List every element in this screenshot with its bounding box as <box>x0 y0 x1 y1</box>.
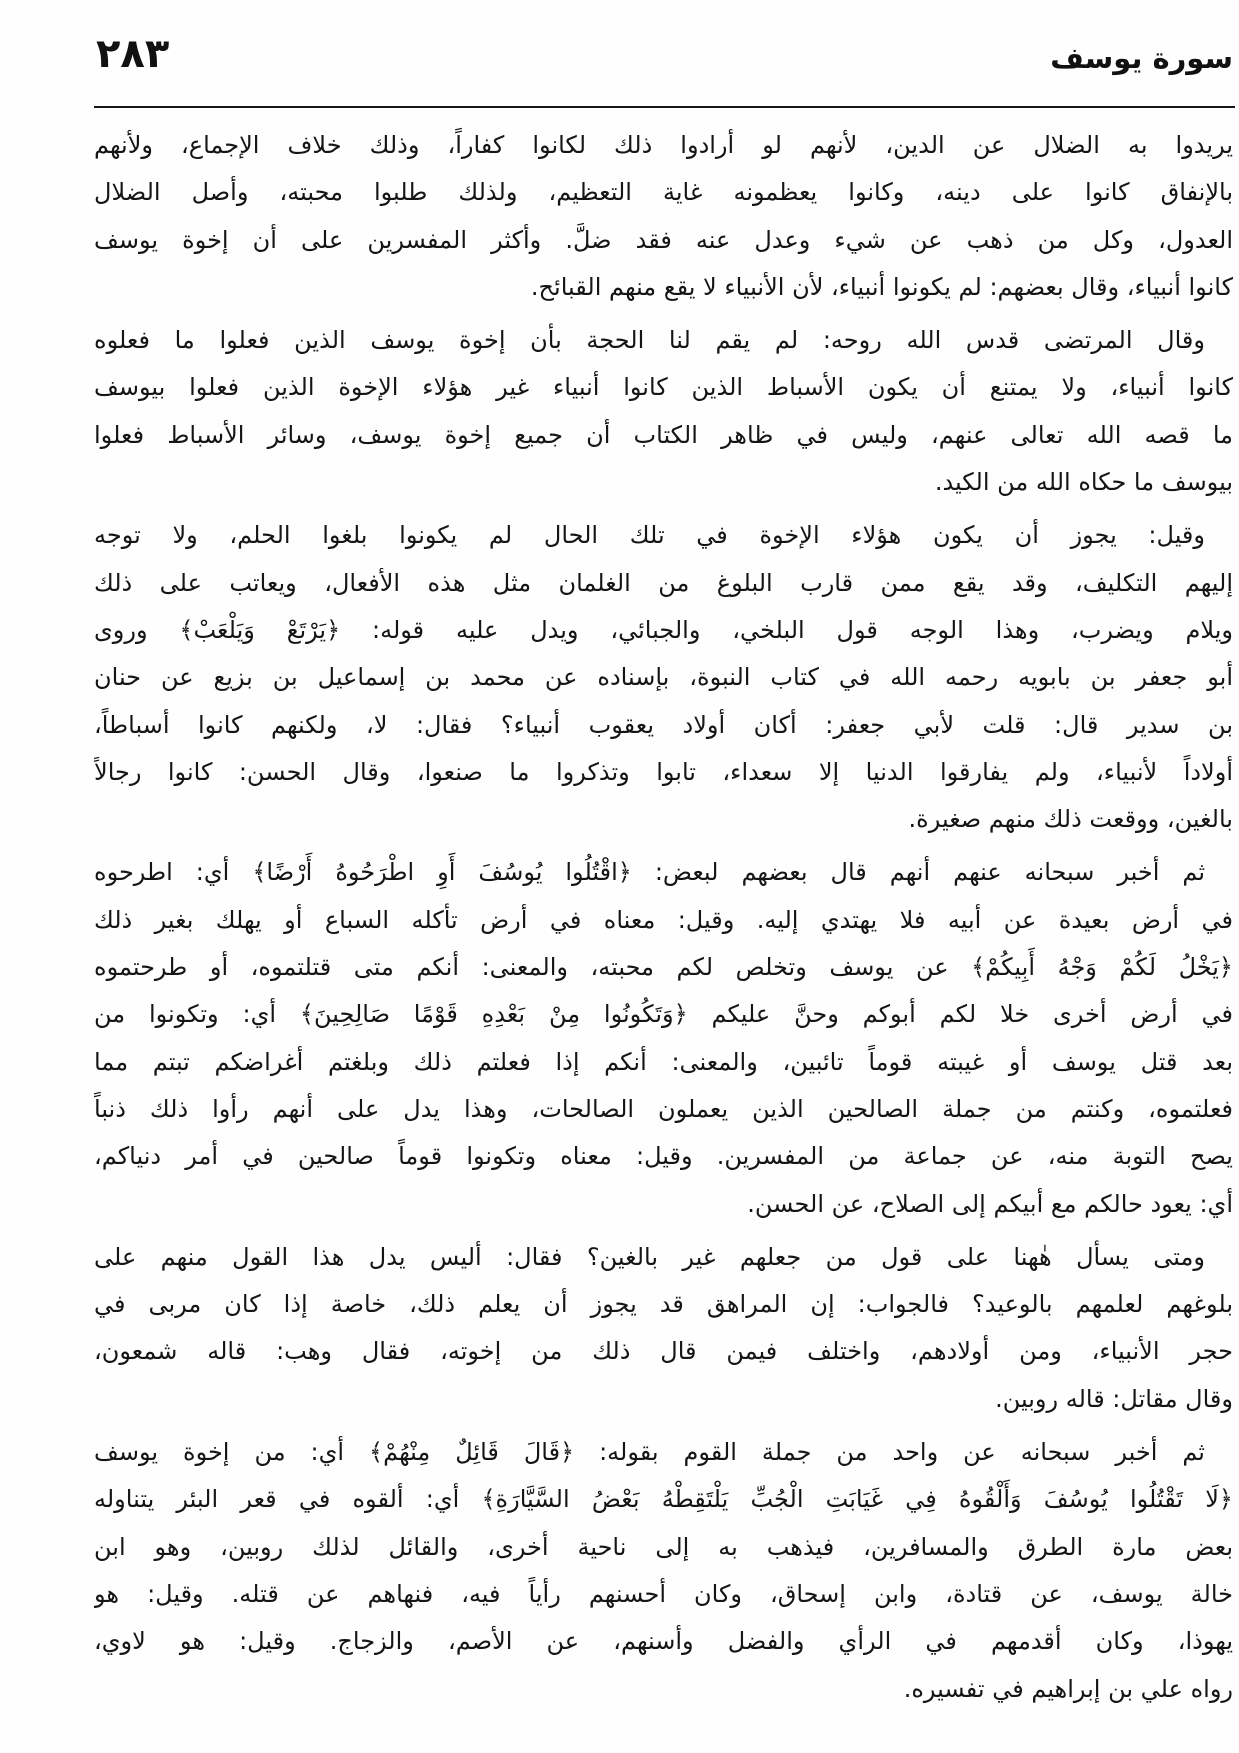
page-number: ٢٨٣ <box>96 31 170 77</box>
text-line: أولاداً لأنبياء، ولم يفارقوا الدنيا إلا سعداء، تابوا وتذكروا ما صنعوا، وقال الحسن: كانوا رجالاً <box>94 757 1233 786</box>
text-line: بعض مارة الطرق والمسافرين، فيذهب به إلى ناحية أخرى، والقائل لذلك روبين، وهو ابن <box>94 1532 1233 1561</box>
paragraph <box>94 1234 1233 1423</box>
paragraph <box>94 1429 1233 1713</box>
text-line: أبو جعفر بن بابويه رحمه الله في كتاب النبوة، بإسناده عن محمد بن إسماعيل بن بزيع عن حنان <box>94 663 1233 692</box>
text-line: كانوا أنبياء، ولا يمتنع أن يكون الأسباط الذين كانوا أنبياء غير هؤلاء الإخوة الذين فعلوا بيوسف <box>94 373 1233 402</box>
paragraph <box>94 122 1233 311</box>
text-line: ثم أخبر سبحانه عن واحد من جملة القوم بقوله: ﴿قَالَ قَائِلٌ مِنْهُمْ﴾ أي: من إخوة يوسف <box>94 1438 1205 1467</box>
text-line: ﴿يَخْلُ لَكُمْ وَجْهُ أَبِيكُمْ﴾ عن يوسف وتخلص لكم محبته، والمعنى: أنكم متى قتلتموه، أو طرحتموه <box>94 953 1233 982</box>
surah-title: سورة يوسف <box>1050 41 1233 75</box>
text-line: ويلام ويضرب، وهذا الوجه قول البلخي، والجبائي، ويدل عليه قوله: ﴿يَرْتَعْ وَيَلْعَبْ﴾ وروى <box>94 615 1233 644</box>
body-text <box>94 122 1233 1719</box>
text-line: حجر الأنبياء، ومن أولادهم، واختلف فيمن قال ذلك من إخوته، فقال وهب: قاله شمعون، <box>94 1337 1233 1366</box>
text-line: كانوا أنبياء، وقال بعضهم: لم يكونوا أنبياء، لأن الأنبياء لا يقع منهم القبائح. <box>530 272 1233 301</box>
text-line: في أرض بعيدة عن أبيه فلا يهتدي إليه. وقيل: معناه في أرض تأكله السباع أو يهلك بغير ذلك <box>94 905 1233 934</box>
text-line: بلوغهم لعلمهم بالوعيد؟ فالجواب: إن المراهق قد يجوز أن يعلم ذلك، خاصة إذا كان مربى في <box>94 1290 1233 1319</box>
text-line: ثم أخبر سبحانه عنهم أنهم قال بعضهم لبعض: ﴿اقْتُلُوا يُوسُفَ أَوِ اطْرَحُوهُ أَرْضًا﴾ أي: اطرحوه <box>94 858 1205 887</box>
text-line: يصح التوبة منه، عن جماعة من المفسرين. وقيل: معناه وتكونوا قوماً صالحين في أمر دنياكم، <box>94 1142 1233 1171</box>
text-line: ﴿لَا تَقْتُلُوا يُوسُفَ وَأَلْقُوهُ فِي غَيَابَتِ الْجُبِّ يَلْتَقِطْهُ بَعْضُ السَّيَّارَةِ﴾ أي: ألقوه في قعر البئر يتناوله <box>94 1485 1233 1514</box>
paragraph <box>94 512 1233 843</box>
text-line: وقيل: يجوز أن يكون هؤلاء الإخوة في تلك الحال لم يكونوا بلغوا الحلم، ولا توجه <box>94 521 1205 550</box>
text-line: العدول، وكل من ذهب عن شيء وعدل عنه فقد ضلَّ. وأكثر المفسرين على أن إخوة يوسف <box>94 225 1233 254</box>
text-line: بالإنفاق كانوا على دينه، وكانوا يعظمونه غاية التعظيم، ولذلك طلبوا محبته، وأصل الضلال <box>94 178 1233 207</box>
paragraph <box>94 317 1233 506</box>
text-line: فعلتموه، وكنتم من جملة الصالحين الذين يعملون الصالحات، وهذا يدل على أنهم رأوا ذلك ذنباً <box>94 1094 1233 1123</box>
text-line: وقال مقاتل: قاله روبين. <box>995 1384 1233 1413</box>
text-line: يريدوا به الضلال عن الدين، لأنهم لو أرادوا ذلك لكانوا كفاراً، وذلك خلاف الإجماع، ولأنهم <box>94 131 1233 159</box>
text-line: بعد قتل يوسف أو غيبته قوماً تائبين، والمعنى: أنكم إذا فعلتم ذلك وبلغتم أغراضكم تبتم مما <box>94 1047 1233 1076</box>
text-line: وقال المرتضى قدس الله روحه: لم يقم لنا الحجة بأن إخوة يوسف الذين فعلوا ما فعلوه <box>94 326 1205 355</box>
text-line: ما قصه الله تعالى عنهم، وليس في ظاهر الكتاب أن جميع إخوة يوسف، وسائر الأسباط فعلوا <box>94 420 1233 449</box>
text-line: في أرض أخرى خلا لكم أبوكم وحنَّ عليكم ﴿وَتَكُونُوا مِنْ بَعْدِهِ قَوْمًا صَالِحِينَ﴾ أي: وتكونوا من <box>94 1000 1233 1029</box>
paragraph <box>94 849 1233 1227</box>
text-line: بيوسف ما حكاه الله من الكيد. <box>934 468 1233 497</box>
text-line: أي: يعود حالكم مع أبيكم إلى الصلاح، عن الحسن. <box>747 1189 1233 1218</box>
text-line: ومتى يسأل هٰهنا على قول من جعلهم غير بالغين؟ فقال: أليس يدل هذا القول منهم على <box>94 1242 1205 1271</box>
text-line: يهوذا، وكان أقدمهم في الرأي والفضل وأسنهم، عن الأصم، والزجاج. وقيل: هو لاوي، <box>94 1627 1233 1656</box>
text-line: بالغين، ووقعت ذلك منهم صغيرة. <box>908 805 1233 834</box>
text-line: خالة يوسف، عن قتادة، وابن إسحاق، وكان أحسنهم رأياً فيه، فنهاهم عن قتله. وقيل: هو <box>94 1579 1233 1608</box>
text-line: إليهم التكليف، وقد يقع ممن قارب البلوغ من الغلمان مثل هذه الأفعال، ويعاتب على ذلك <box>94 568 1233 597</box>
text-line: رواه علي بن إبراهيم في تفسيره. <box>903 1674 1233 1703</box>
text-line: بن سدير قال: قلت لأبي جعفر: أكان أولاد يعقوب أنبياء؟ فقال: لا، ولكنهم كانوا أسباطاً، <box>94 710 1233 739</box>
header-rule <box>94 106 1235 108</box>
